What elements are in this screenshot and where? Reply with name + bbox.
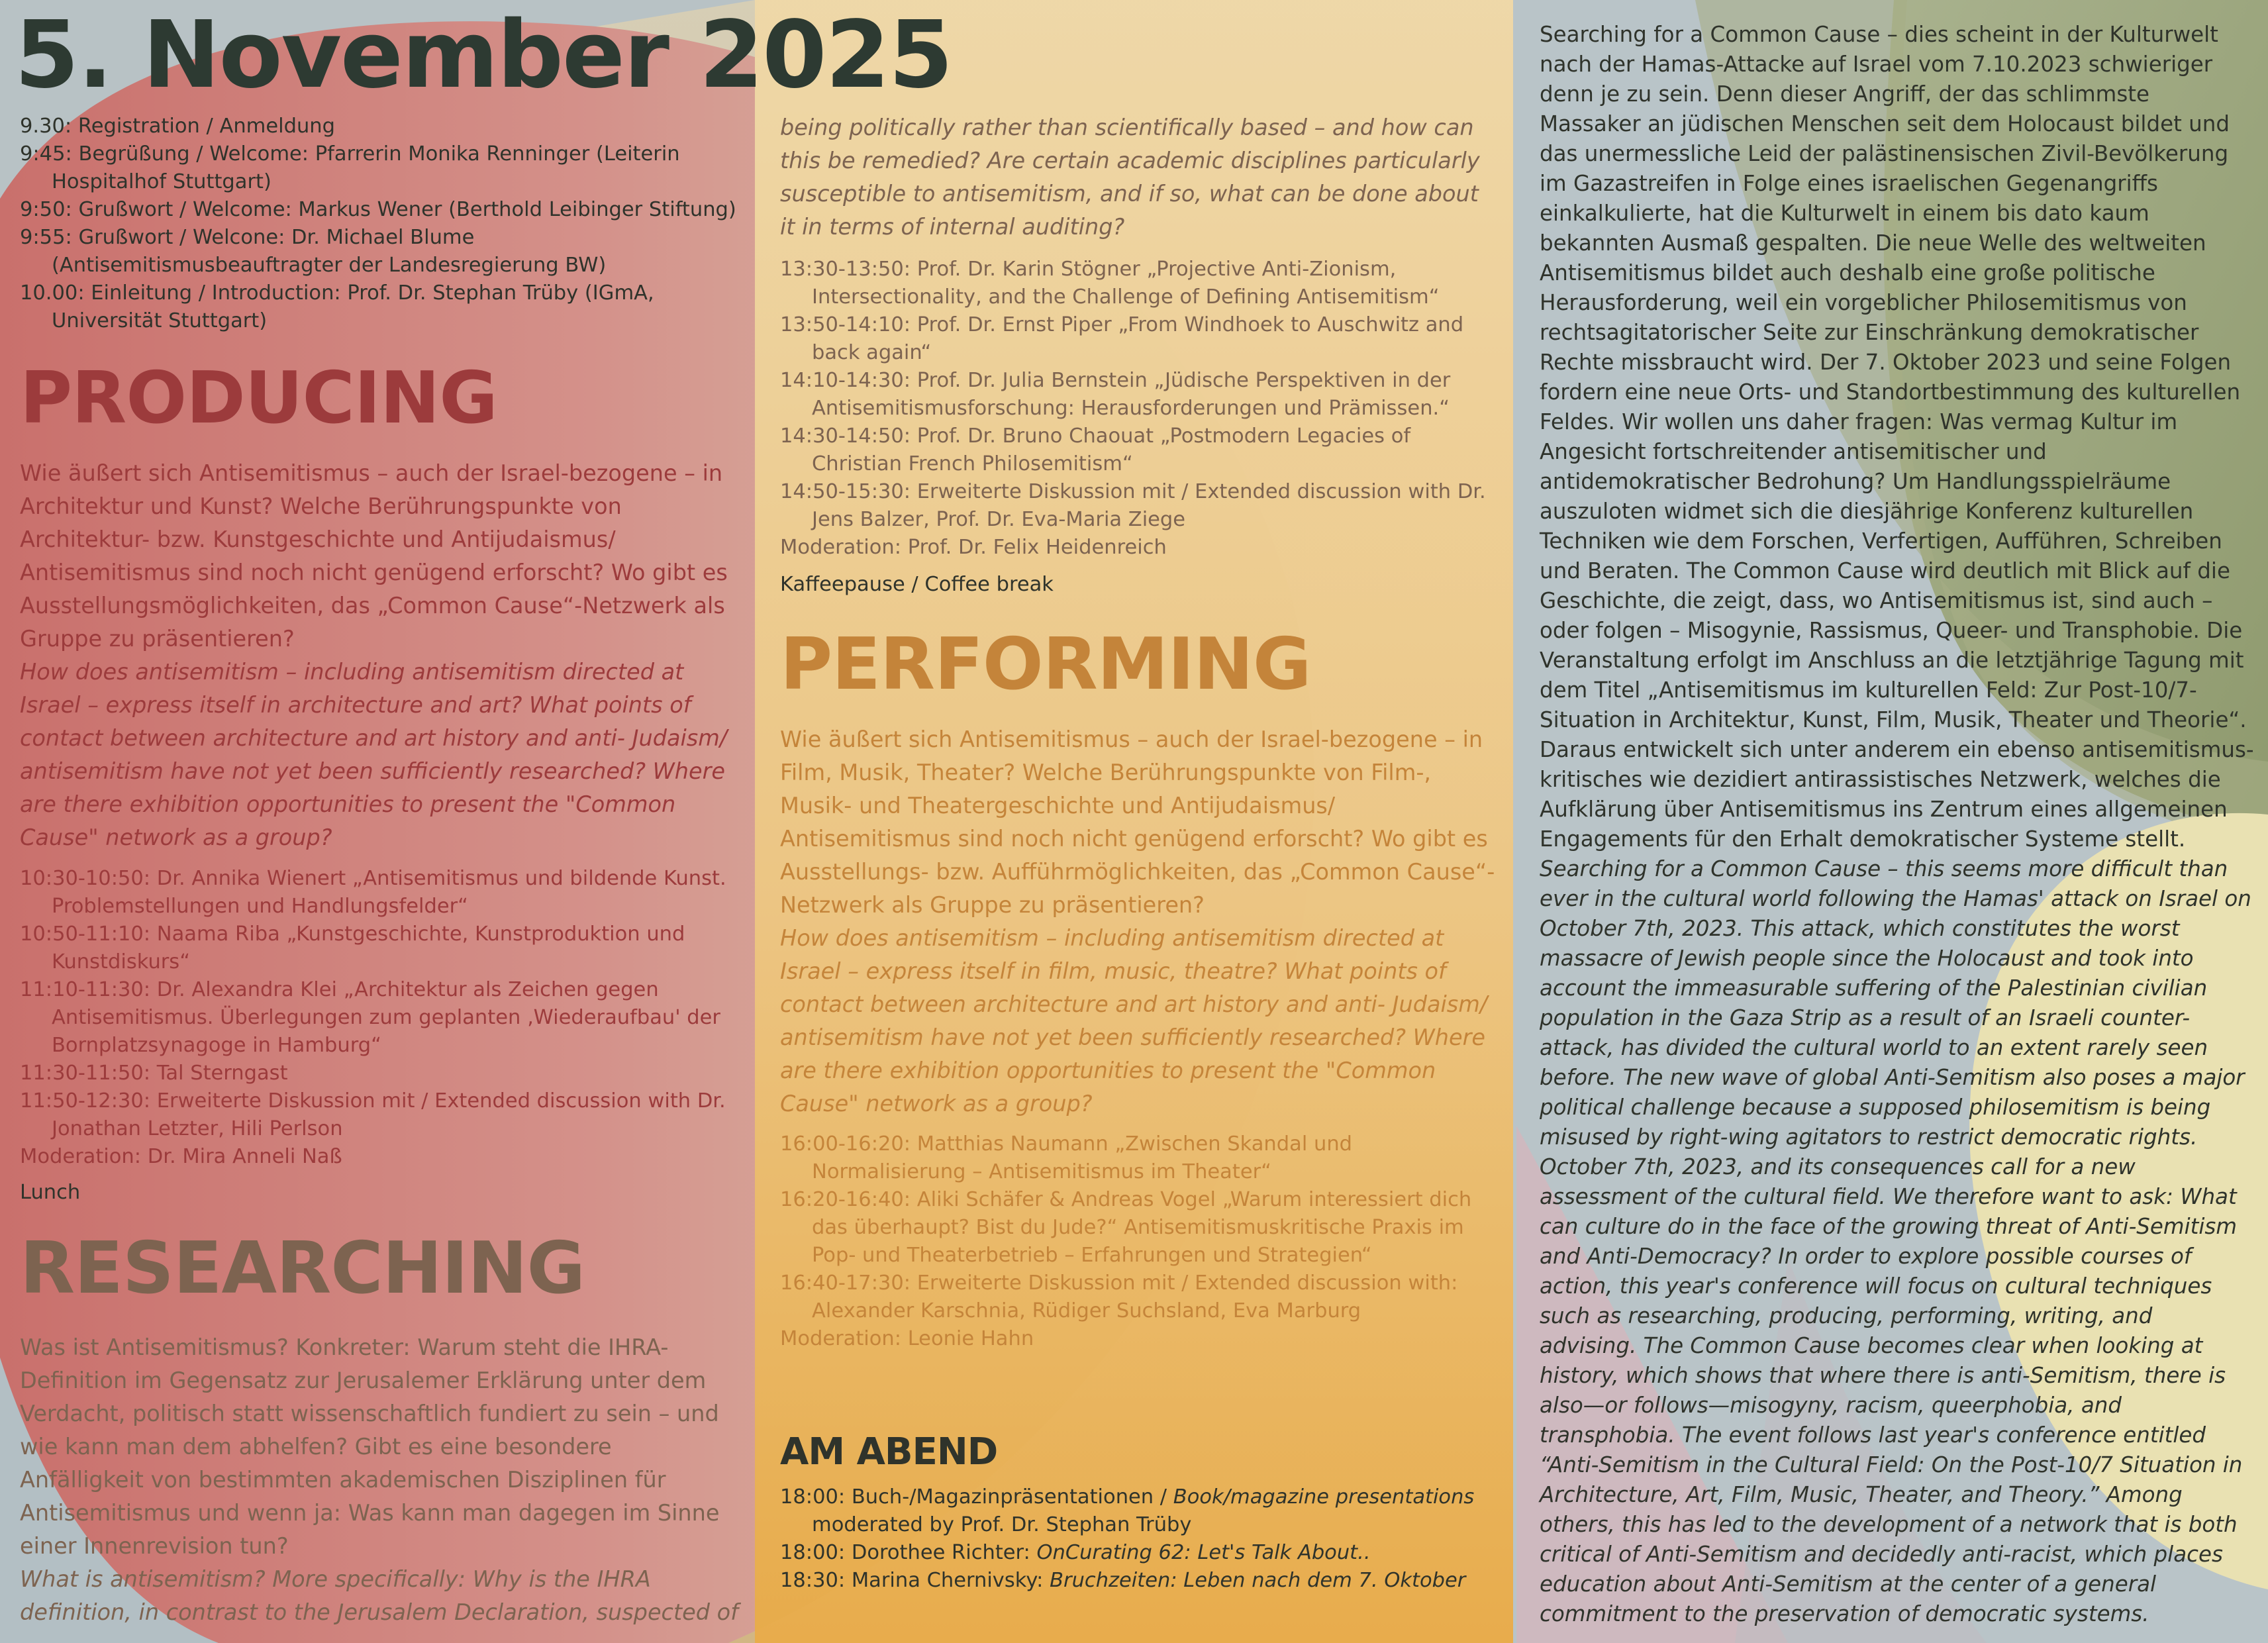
performing-text-de: Wie äußert sich Antisemitismus – auch der Israel-bezogene – in Film, Musik, Theater? Welche Berührungspunkte von Film-, Musik- und Theatergeschichte und Antijudaismus/ Antisemitismus sind noch nicht genügend erforscht? Wo gibt es Ausstellungs- bzw. Aufführmöglichkeiten, das „Common Cause“-Netzwerk als Gruppe zu präsentieren? xyxy=(780,726,1495,918)
producing-text-de: Wie äußert sich Antisemitismus – auch der Israel-bezogene – in Architektur und Kunst? Welche Berührungspunkte von Architektur- bzw. Kunstgeschichte und Antijudaismus/ Antisemitismus sind noch nicht genügend erforscht? Wo gibt es Ausstellungsmöglichkeiten, das „Common Cause“-Netzwerk als Gruppe zu präsentieren? xyxy=(20,460,728,652)
researching-text xyxy=(20,1331,742,1629)
program-item: Moderation: Dr. Mira Anneli Naß xyxy=(20,1145,342,1168)
intro-text-en: Searching for a Common Cause – this seems more difficult than ever in the cultural world following the Hamas' attack on Israel on October 7th, 2023. This attack, which constitutes the worst massacre of Jewish people since the Holocaust and took into account the immeasurable suffering of the Palestinian civilian population in the Gaza Strip as a result of an Israeli counter-attack, has divided the cultural world to an extent rarely seen before. The new wave of global Anti-Semitism also poses a major political challenge because a supposed philosemitism is being misused by right-wing agitators to restrict democratic rights. October 7th, 2023, and its consequences call for a new assessment of the cultural field. We therefore want to ask: What can culture do in the face of the growing threat of Anti-Semitism and Anti-Democracy? In order to explore possible courses of action, this year's conference will focus on cultural techniques such as researching, producing, performing, writing, and advising. The Common Cause becomes clear when looking at history, which shows that where there is anti-Semitism, there is also—or follows—misogyny, racism, queerphobia, and transphobia. The event follows last year's conference entitled “Anti-Semitism in the Cultural Field: On the Post-10/7 Situation in Architecture, Art, Film, Music, Theater, and Theory.” Among others, this has led to the development of a network that is both critical of Anti-Semitism and decidedly anti-racist, which places education about Anti-Semitism at the center of a general commitment to the preservation of democratic systems. xyxy=(1540,856,2251,1626)
program-item: 13:30-13:50: Prof. Dr. Karin Stögner „Projective Anti-Zionism, Intersectionality, and the Challenge of Defining Antisemitism“ xyxy=(780,258,1440,309)
program-item: 14:10-14:30: Prof. Dr. Julia Bernstein „Jüdische Perspektiven in der Antisemitismusforschung: Herausforderungen und Prämissen.“ xyxy=(780,369,1451,420)
evening-item: 18:30: Marina Chernivsky: Bruchzeiten: Leben nach dem 7. Oktober xyxy=(780,1569,1466,1592)
evening-item: 18:00: Dorothee Richter: OnCurating 62: Let's Talk About.. xyxy=(780,1541,1371,1564)
heading-researching: RESEARCHING xyxy=(20,1227,585,1310)
program-item: 14:50-15:30: Erweiterte Diskussion mit / Extended discussion with Dr. Jens Balzer, Prof. Dr. Eva-Maria Ziege xyxy=(780,480,1486,531)
program-item: 16:40-17:30: Erweiterte Diskussion mit / Extended discussion with: Alexander Karschnia, Rüdiger Suchsland, Eva Marburg xyxy=(780,1271,1458,1322)
program-item: Moderation: Prof. Dr. Felix Heidenreich xyxy=(780,536,1167,559)
program-item: 16:20-16:40: Aliki Schäfer & Andreas Vogel „Warum interessiert dich das überhaupt? Bist du Jude?“ Antisemitismuskritische Praxis im Pop- und Theaterbetrieb – Erfahrungen und Strategien“ xyxy=(780,1188,1472,1267)
opening-item: 9.30: Registration / Anmeldung xyxy=(20,115,335,138)
performing-program xyxy=(780,1130,1495,1353)
performing-text xyxy=(780,723,1495,1120)
heading-producing: PRODUCING xyxy=(20,357,497,440)
program-item: 16:00-16:20: Matthias Naumann „Zwischen Skandal und Normalisierung – Antisemitismus im Theater“ xyxy=(780,1132,1353,1183)
producing-program xyxy=(20,865,742,1171)
opening-item: 9:55: Grußwort / Welcone: Dr. Michael Blume (Antisemitismusbeauftragter der Landesregierung BW) xyxy=(20,226,607,277)
heading-evening: AM ABEND xyxy=(780,1430,998,1473)
evening-program xyxy=(780,1483,1495,1595)
page-title-date: 5. November 2025 xyxy=(15,1,952,109)
researching-text-en-part1: What is antisemitism? More specifically: Why is the IHRA definition, in contrast to the Jerusalem Declaration, suspected of xyxy=(20,1566,738,1625)
program-item: 10:50-11:10: Naama Riba „Kunstgeschichte, Kunstproduktion und Kunstdiskurs“ xyxy=(20,922,685,973)
opening-item: 9:50: Grußwort / Welcome: Markus Wener (Berthold Leibinger Stiftung) xyxy=(20,198,736,221)
researching-program xyxy=(780,256,1495,562)
intro-text xyxy=(1540,20,2255,1629)
program-item: 13:50-14:10: Prof. Dr. Ernst Piper „From Windhoek to Auschwitz and back again“ xyxy=(780,313,1464,364)
producing-text xyxy=(20,457,742,854)
program-item: 11:10-11:30: Dr. Alexandra Klei „Architektur als Zeichen gegen Antisemitismus. Überlegungen zum geplanten ‚Wiederaufbau' der Bornplatzsynagoge in Hamburg“ xyxy=(20,978,720,1057)
evening-item: 18:00: Buch-/Magazinpräsentationen / Book/magazine presentations moderated by Prof. Dr. Stephan Trüby xyxy=(780,1485,1475,1536)
break-coffee: Kaffeepause / Coffee break xyxy=(780,573,1054,596)
program-item: Moderation: Leonie Hahn xyxy=(780,1327,1034,1350)
opening-item: 10.00: Einleitung / Introduction: Prof. Dr. Stephan Trüby (IGmA, Universität Stuttgart) xyxy=(20,281,654,332)
program-item: 10:30-10:50: Dr. Annika Wienert „Antisemitismus und bildende Kunst. Problemstellungen und Handlungsfelder“ xyxy=(20,867,726,918)
heading-performing: PERFORMING xyxy=(780,623,1311,706)
opening-item: 9:45: Begrüßung / Welcome: Pfarrerin Monika Renninger (Leiterin Hospitalhof Stuttgart) xyxy=(20,142,680,193)
producing-text-en: How does antisemitism – including antisemitism directed at Israel – express itself in architecture and art? What points of contact between architecture and art history and anti- Judaism/ antisemitism have not yet been sufficiently researched? Where are there exhibition opportunities to present the "Common Cause" network as a group? xyxy=(20,659,728,850)
program-item: 11:50-12:30: Erweiterte Diskussion mit / Extended discussion with Dr. Jonathan Letzter, Hili Perlson xyxy=(20,1089,726,1140)
program-item: 11:30-11:50: Tal Sterngast xyxy=(20,1062,288,1085)
researching-text-de: Was ist Antisemitismus? Konkreter: Warum steht die IHRA-Definition im Gegensatz zur Jerusalemer Erklärung unter dem Verdacht, politisch statt wissenschaftlich fundiert zu sein – und wie kann man dem abhelfen? Gibt es eine besondere Anfälligkeit von bestimmten akademischen Disziplinen für Antisemitismus und wenn ja: Was kann man dagegen im Sinne einer Innenrevision tun? xyxy=(20,1334,720,1559)
researching-text-en-part2: being politically rather than scientifically based – and how can this be remedied? Are certain academic disciplines particularly susceptible to antisemitism, and if so, what can be done about it in terms of internal auditing? xyxy=(780,115,1480,240)
performing-text-en: How does antisemitism – including antisemitism directed at Israel – express itself in film, music, theatre? What points of contact between architecture and art history and anti- Judaism/ antisemitism have not yet been sufficiently researched? Where are there exhibition opportunities to present the "Common Cause" network as a group? xyxy=(780,925,1488,1117)
program-item: 14:30-14:50: Prof. Dr. Bruno Chaouat „Postmodern Legacies of Christian French Philosemitism“ xyxy=(780,424,1411,475)
break-lunch: Lunch xyxy=(20,1181,81,1204)
opening-schedule xyxy=(20,113,742,335)
intro-text-de: Searching for a Common Cause – dies scheint in der Kulturwelt nach der Hamas-Attacke auf Israel vom 7.10.2023 schwieriger denn je zu sein. Denn dieser Angriff, der das schlimmste Massaker an jüdischen Menschen seit dem Holocaust bildet und das unermessliche Leid der palästinensischen Zivil-Bevölkerung im Gazastreifen in Folge eines israelischen Gegenangriffs einkalkulierte, hat die Kulturwelt in einem bis dato kaum bekannten Ausmaß gespalten. Die neue Welle des weltweiten Antisemitismus bildet auch deshalb eine große politische Herausforderung, weil ein vorgeblicher Philosemitismus von rechtsagitatorischer Seite zur Einschränkung demokratischer Rechte missbraucht wird. Der 7. Oktober 2023 und seine Folgen fordern eine neue Orts- und Standortbestimmung des kulturellen Feldes. Wir wollen uns daher fragen: Was vermag Kultur im Angesicht fortschreitender antisemitischer und antidemokratischer Bedrohung? Um Handlungsspielräume auszuloten widmet sich die diesjährige Konferenz kulturellen Techniken wie dem Forschen, Verfertigen, Aufführen, Schreiben und Beraten. The Common Cause wird deutlich mit Blick auf die Geschichte, die zeigt, dass, wo Antisemitismus ist, sind auch – oder folgen – Misogynie, Rassismus, Queer- und Transphobie. Die Veranstaltung erfolgt im Anschluss an die letztjährige Tagung mit dem Titel „Antisemitismus im kulturellen Feld: Zur Post-10/7-Situation in Architektur, Kunst, Film, Musik, Theater und Theorie“. Daraus entwickelt sich unter anderem ein ebenso antisemitismus-kritisches wie dezidiert antirassistisches Netzwerk, welches die Aufklärung über Antisemitismus ins Zentrum eines allgemeinen Engagements für den Erhalt demokratischer Systeme stellt. xyxy=(1540,22,2254,852)
